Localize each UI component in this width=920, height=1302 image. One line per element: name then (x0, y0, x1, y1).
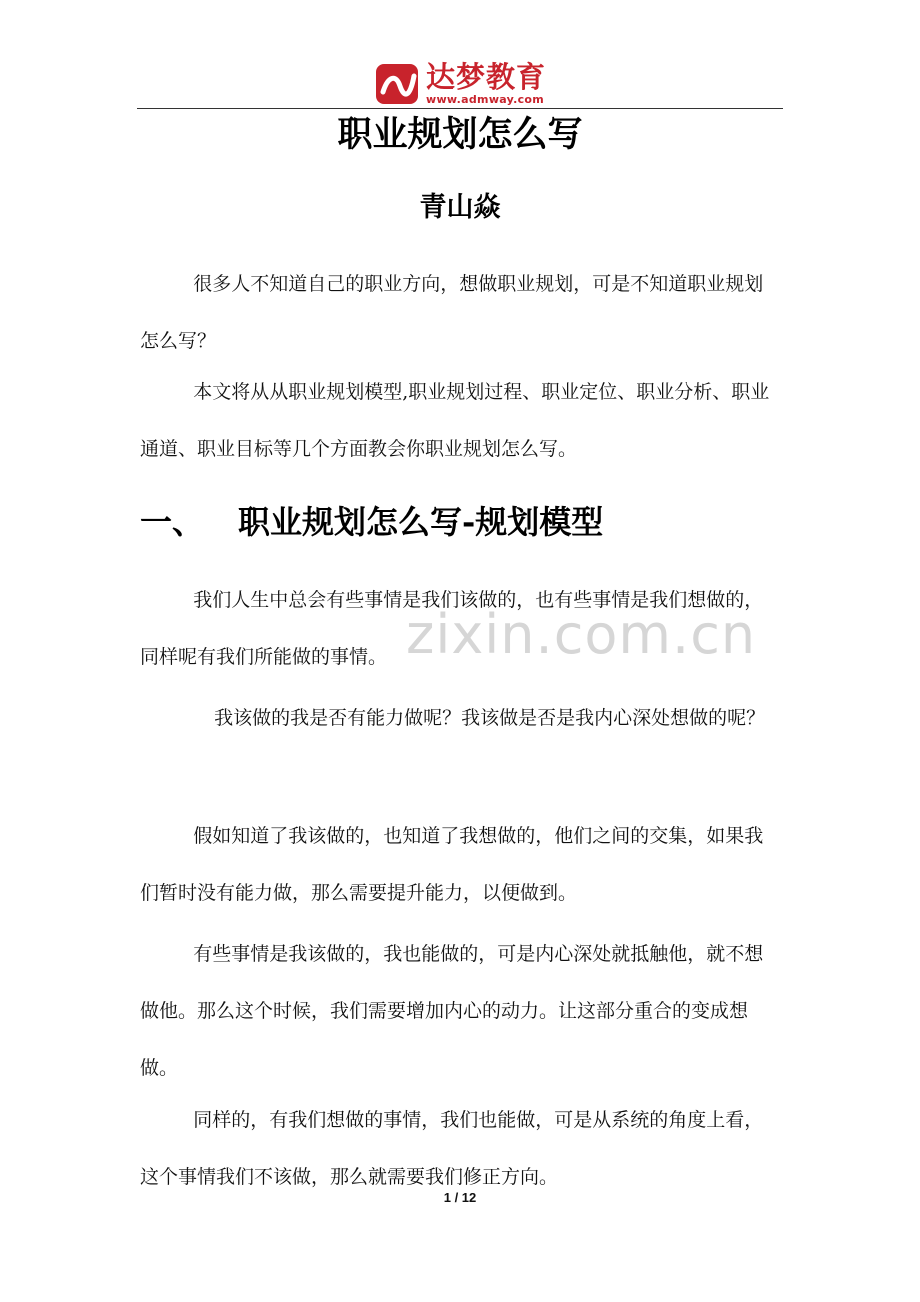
intro-paragraph-2: 本文将从从职业规划模型,职业规划过程、职业定位、职业分析、职业通道、职业目标等几个方面教会你职业规划怎么写。 (140, 381, 770, 460)
brand-name: 达梦教育 (426, 60, 547, 94)
section-number: 一、 (140, 503, 205, 541)
section-paragraph-4: 有些事情是我该做的，我也能做的，可是内心深处就抵触他，就不想做他。那么这个时候，我们需要增加内心的动力。让这部分重合的变成想做。 (140, 943, 764, 1079)
section-title: 职业规划怎么写-规划模型 (238, 503, 604, 541)
brand-logo-icon (376, 62, 420, 106)
section-paragraph-5: 同样的，有我们想做的事情，我们也能做，可是从系统的角度上看，这个事情我们不该做，那么就需要我们修正方向。 (140, 1109, 764, 1188)
document-title: 职业规划怎么写 (337, 114, 583, 155)
brand-url: www.admway.com (426, 93, 545, 106)
brand-logo (376, 62, 546, 108)
header-divider (137, 108, 783, 109)
section-heading (140, 497, 782, 547)
section-paragraph-1: 我们人生中总会有些事情是我们该做的，也有些事情是我们想做的，同样呢有我们所能做的事情。 (140, 589, 764, 668)
section-paragraph-3: 假如知道了我该做的，也知道了我想做的，他们之间的交集，如果我们暂时没有能力做，那么需要提升能力，以便做到。 (140, 825, 764, 904)
section-paragraph-2: 我该做的我是否有能力做呢？我该做是否是我内心深处想做的呢？ (214, 707, 766, 729)
intro-paragraph-1: 很多人不知道自己的职业方向，想做职业规划，可是不知道职业规划怎么写？ (140, 273, 764, 352)
watermark: zixin.com.cn (406, 603, 757, 666)
page-number: 1 / 12 (443, 1190, 477, 1205)
document-author: 青山焱 (419, 192, 501, 223)
